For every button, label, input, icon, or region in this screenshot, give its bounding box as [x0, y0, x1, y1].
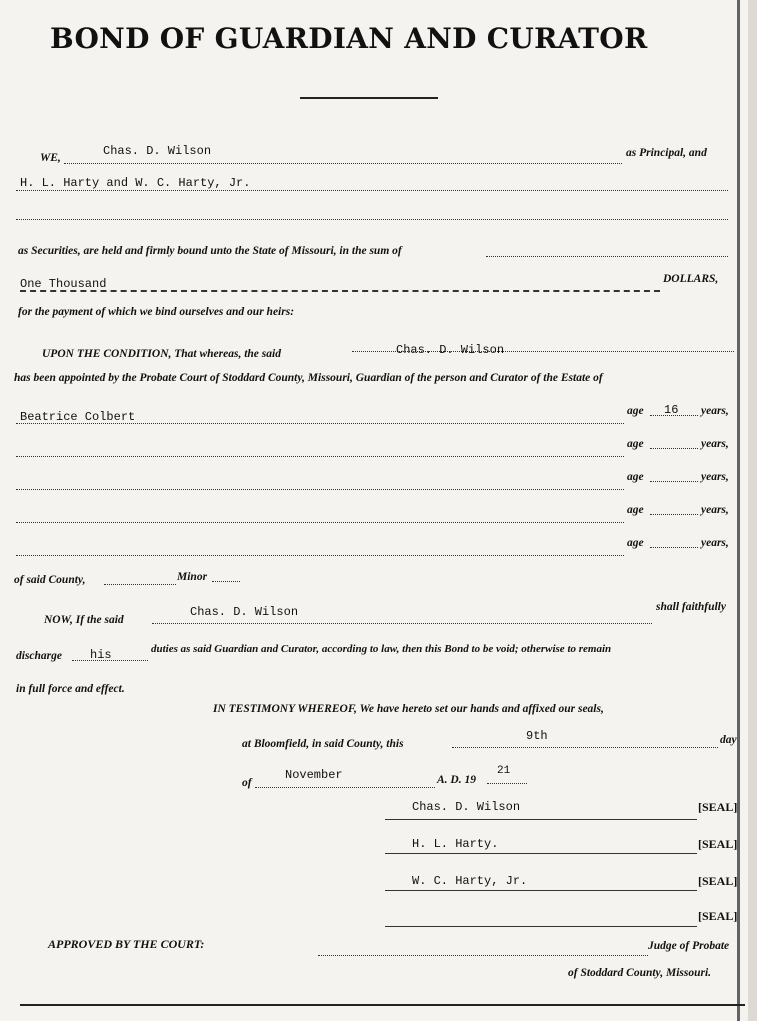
securities-line-1 — [16, 190, 728, 191]
age-line — [650, 448, 698, 449]
securities-line-2 — [16, 219, 728, 220]
dollars-label: DOLLARS, — [663, 273, 719, 285]
ad-label: A. D. 19 — [437, 774, 476, 786]
page-edge-shadow — [748, 0, 757, 1021]
minor-line — [212, 581, 240, 582]
now-name: Chas. D. Wilson — [190, 605, 299, 619]
month-value: November — [285, 768, 343, 782]
title-underline — [300, 97, 438, 99]
age-label: age — [627, 537, 644, 549]
years-label: years, — [701, 537, 729, 549]
now-name-line — [152, 623, 652, 624]
page-edge-line — [737, 0, 740, 1021]
years-label: years, — [701, 471, 729, 483]
approved-label: APPROVED BY THE COURT: — [48, 937, 205, 951]
years-label: years, — [701, 405, 729, 417]
force-sentence: in full force and effect. — [16, 683, 125, 695]
now-label: NOW, If the said — [44, 614, 124, 626]
minor-name-line — [16, 456, 624, 457]
month-line — [255, 787, 435, 788]
of-label: of — [242, 777, 252, 789]
age-label: age — [627, 438, 644, 450]
county-label: of said County, — [14, 574, 86, 586]
signature-line — [385, 819, 697, 820]
judge-line — [318, 955, 648, 956]
age-line — [650, 547, 698, 548]
sum-amount: One Thousand — [20, 277, 107, 291]
minor-name-line — [16, 555, 624, 556]
testimony-sentence: IN TESTIMONY WHEREOF, We have hereto set our hands and affixed our seals, — [213, 703, 604, 715]
principal-name: Chas. D. Wilson — [103, 144, 212, 158]
minor-label: Minor — [177, 571, 208, 583]
seal-label: [SEAL] — [698, 874, 738, 888]
seal-label: [SEAL] — [698, 837, 738, 851]
pronoun: his — [90, 648, 112, 662]
minor-name: Beatrice Colbert — [20, 410, 136, 424]
bloomfield-label: at Bloomfield, in said County, this — [242, 738, 404, 750]
year-value: 21 — [497, 765, 511, 777]
day-line — [452, 747, 718, 748]
signature-line — [385, 890, 697, 891]
year-line — [487, 783, 527, 784]
minor-age: 16 — [664, 403, 679, 417]
condition-label: UPON THE CONDITION, That whereas, the said — [42, 348, 281, 360]
appointed-sentence: has been appointed by the Probate Court of Stoddard County, Missouri, Guardian of the person and Curator of the Estate of — [14, 372, 603, 384]
age-label: age — [627, 405, 644, 417]
years-label: years, — [701, 438, 729, 450]
signature-line — [385, 853, 697, 854]
sum-line-top — [486, 256, 728, 257]
stoddard-label: of Stoddard County, Missouri. — [568, 967, 712, 979]
duties-sentence: duties as said Guardian and Curator, according to law, then this Bond to be void; otherwise to remain — [151, 643, 612, 655]
condition-name: Chas. D. Wilson — [396, 343, 505, 357]
discharge-label: discharge — [16, 650, 62, 662]
day-label: day — [720, 734, 737, 746]
principal-line — [64, 163, 622, 164]
age-label: age — [627, 471, 644, 483]
as-principal-label: as Principal, and — [626, 147, 707, 159]
we-label: WE, — [40, 152, 61, 164]
age-label: age — [627, 504, 644, 516]
bottom-rule — [20, 1004, 745, 1006]
minor-name-line — [16, 423, 624, 424]
minor-name-line — [16, 489, 624, 490]
faithfully-label: shall faithfully — [656, 601, 726, 613]
signature-name: W. C. Harty, Jr. — [412, 874, 528, 888]
years-label: years, — [701, 504, 729, 516]
securities-sentence: as Securities, are held and firmly bound unto the State of Missouri, in the sum of — [18, 245, 402, 257]
sum-amount-line — [20, 290, 660, 292]
payment-sentence: for the payment of which we bind ourselves and our heirs: — [18, 306, 295, 318]
minor-name-line — [16, 522, 624, 523]
signature-name: H. L. Harty. — [412, 837, 499, 851]
seal-label: [SEAL] — [698, 800, 738, 814]
judge-label: Judge of Probate — [648, 940, 730, 952]
signature-name: Chas. D. Wilson — [412, 800, 521, 814]
securities-names: H. L. Harty and W. C. Harty, Jr. — [20, 176, 251, 190]
signature-line — [385, 926, 697, 927]
seal-label: [SEAL] — [698, 909, 738, 923]
county-line — [104, 584, 176, 585]
day-value: 9th — [526, 729, 548, 743]
document-title: BOND OF GUARDIAN AND CURATOR — [50, 22, 648, 55]
age-line — [650, 514, 698, 515]
age-line — [650, 481, 698, 482]
